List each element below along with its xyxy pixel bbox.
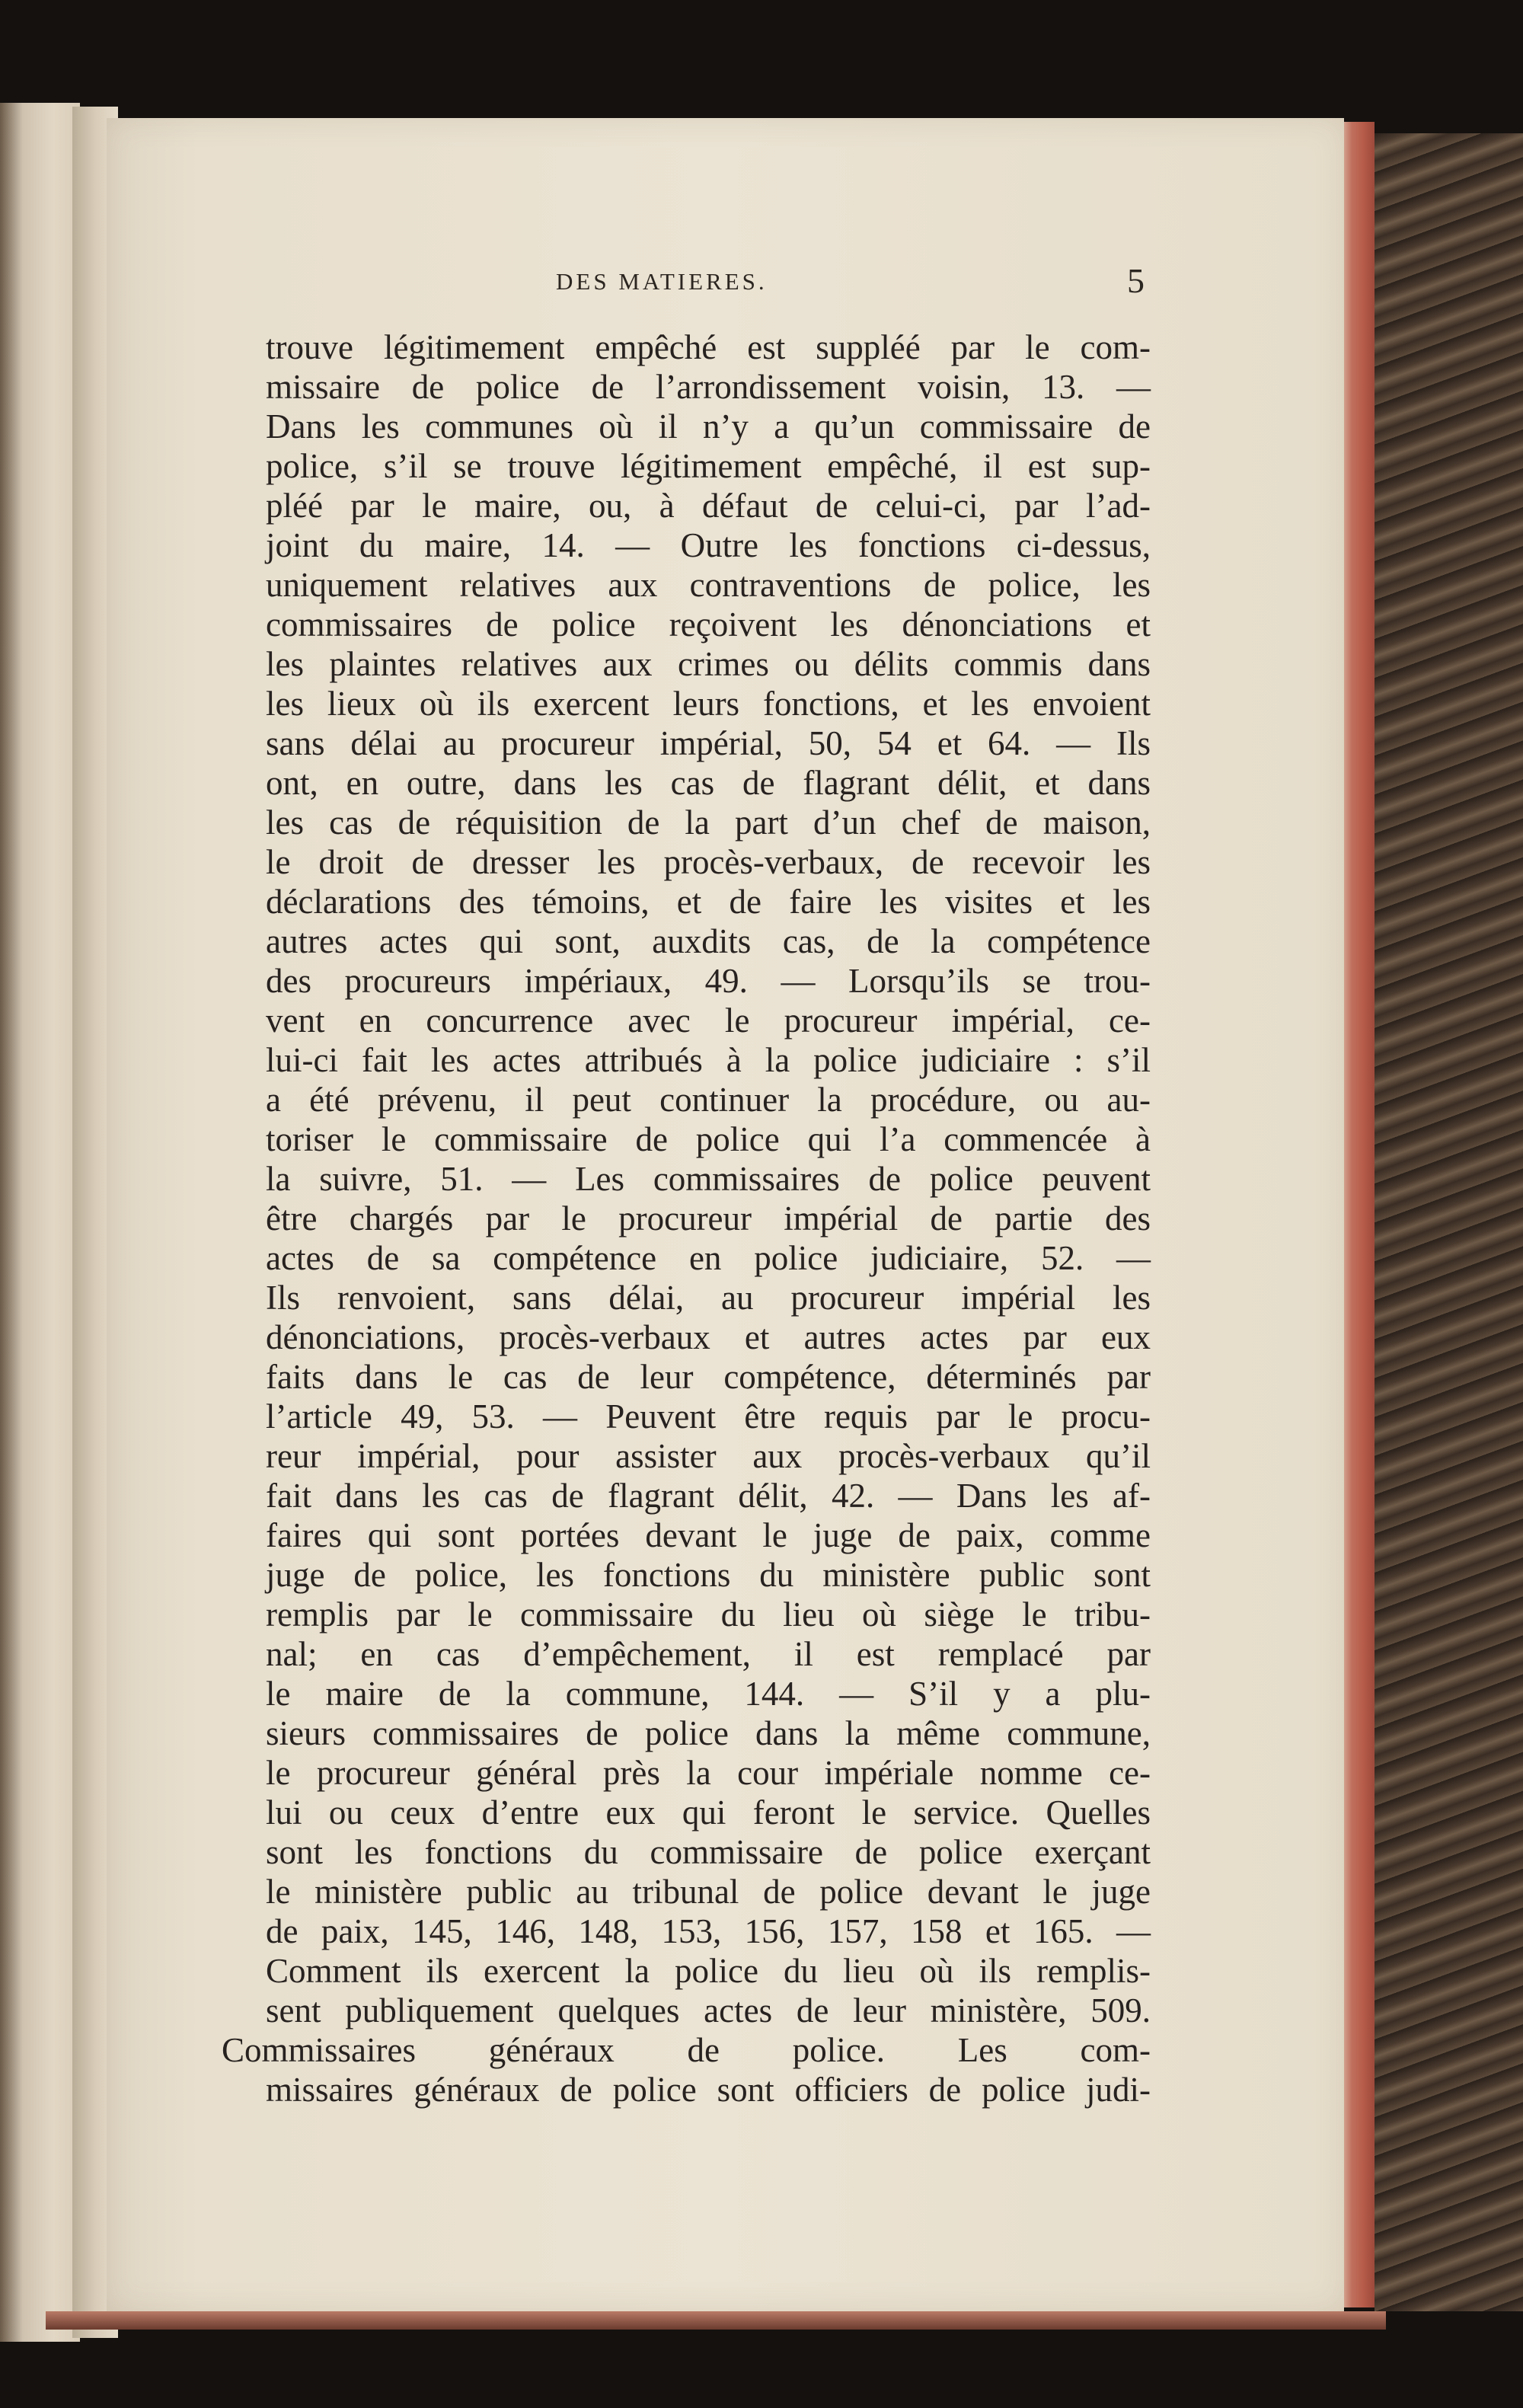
- text-line: Ils renvoient, sans délai, au procureur impérial les: [266, 1279, 1151, 1317]
- text-line: être chargés par le procureur impérial de partie des: [266, 1199, 1151, 1238]
- left-page-edge: [0, 103, 80, 2342]
- text-line: le procureur général près la cour impériale nomme ce-: [266, 1754, 1151, 1792]
- page-number: 5: [1127, 261, 1145, 300]
- text-line: lui-ci fait les actes attribués à la police judiciaire : s’il: [266, 1041, 1151, 1079]
- text-line: remplis par le commissaire du lieu où siège le tribu-: [266, 1595, 1151, 1634]
- text-line: sont les fonctions du commissaire de police exerçant: [266, 1833, 1151, 1871]
- text-line: police, s’il se trouve légitimement empêché, il est sup-: [266, 447, 1151, 485]
- page-edges-red: [1344, 122, 1375, 2307]
- text-line: les cas de réquisition de la part d’un chef de maison,: [266, 803, 1151, 842]
- entry-heading-line: Commissaires généraux de police. Les com-: [222, 2031, 1151, 2069]
- text-line: la suivre, 51. — Les commissaires de police peuvent: [266, 1160, 1151, 1198]
- text-line: trouve légitimement empêché est suppléé par le com-: [266, 328, 1151, 366]
- text-line: uniquement relatives aux contraventions de police, les: [266, 566, 1151, 604]
- text-line: reur impérial, pour assister aux procès-verbaux qu’il: [266, 1437, 1151, 1475]
- text-line: missaires généraux de police sont officiers de police judi-: [266, 2071, 1151, 2109]
- text-line: pléé par le maire, ou, à défaut de celui-ci, par l’ad-: [266, 487, 1151, 525]
- text-line: les plaintes relatives aux crimes ou délits commis dans: [266, 645, 1151, 683]
- text-line: missaire de police de l’arrondissement voisin, 13. —: [266, 368, 1151, 406]
- text-line: le maire de la commune, 144. — S’il y a plu-: [266, 1675, 1151, 1713]
- page-bottom-edge: [46, 2311, 1386, 2330]
- text-line: déclarations des témoins, et de faire les visites et les: [266, 883, 1151, 921]
- running-title: DES MATIERES.: [556, 268, 768, 295]
- running-head: [107, 261, 1344, 305]
- text-line: dénonciations, procès-verbaux et autres actes par eux: [266, 1318, 1151, 1356]
- text-line: actes de sa compétence en police judiciaire, 52. —: [266, 1239, 1151, 1277]
- text-line: toriser le commissaire de police qui l’a commencée à: [266, 1120, 1151, 1158]
- text-line: juge de police, les fonctions du ministère public sont: [266, 1556, 1151, 1594]
- text-line: a été prévenu, il peut continuer la procédure, ou au-: [266, 1081, 1151, 1119]
- text-line: vent en concurrence avec le procureur impérial, ce-: [266, 1001, 1151, 1040]
- text-line: le droit de dresser les procès-verbaux, de recevoir les: [266, 843, 1151, 881]
- text-line: des procureurs impériaux, 49. — Lorsqu’ils se trou-: [266, 962, 1151, 1000]
- text-line: commissaires de police reçoivent les dénonciations et: [266, 605, 1151, 644]
- text-line: sans délai au procureur impérial, 50, 54 et 64. — Ils: [266, 724, 1151, 762]
- text-line: sieurs commissaires de police dans la même commune,: [266, 1714, 1151, 1752]
- text-line: l’article 49, 53. — Peuvent être requis par le procu-: [266, 1397, 1151, 1436]
- text-line: fait dans les cas de flagrant délit, 42. — Dans les af-: [266, 1477, 1151, 1515]
- text-line: de paix, 145, 146, 148, 153, 156, 157, 158 et 165. —: [266, 1912, 1151, 1950]
- text-line: lui ou ceux d’entre eux qui feront le service. Quelles: [266, 1793, 1151, 1832]
- text-line: faires qui sont portées devant le juge de paix, comme: [266, 1516, 1151, 1554]
- text-line: joint du maire, 14. — Outre les fonctions ci-dessus,: [266, 526, 1151, 564]
- text-line: faits dans le cas de leur compétence, déterminés par: [266, 1358, 1151, 1396]
- book-binding: [1375, 133, 1523, 2311]
- text-line: le ministère public au tribunal de police devant le juge: [266, 1873, 1151, 1911]
- text-line: autres actes qui sont, auxdits cas, de la compétence: [266, 922, 1151, 960]
- text-line: ont, en outre, dans les cas de flagrant délit, et dans: [266, 764, 1151, 802]
- text-line: Comment ils exercent la police du lieu où ils remplis-: [266, 1952, 1151, 1990]
- text-line: Dans les communes où il n’y a qu’un commissaire de: [266, 407, 1151, 446]
- text-line: nal; en cas d’empêchement, il est remplacé par: [266, 1635, 1151, 1673]
- text-line: les lieux où ils exercent leurs fonctions, et les envoient: [266, 685, 1151, 723]
- text-line: sent publiquement quelques actes de leur ministère, 509.: [266, 1991, 1151, 2030]
